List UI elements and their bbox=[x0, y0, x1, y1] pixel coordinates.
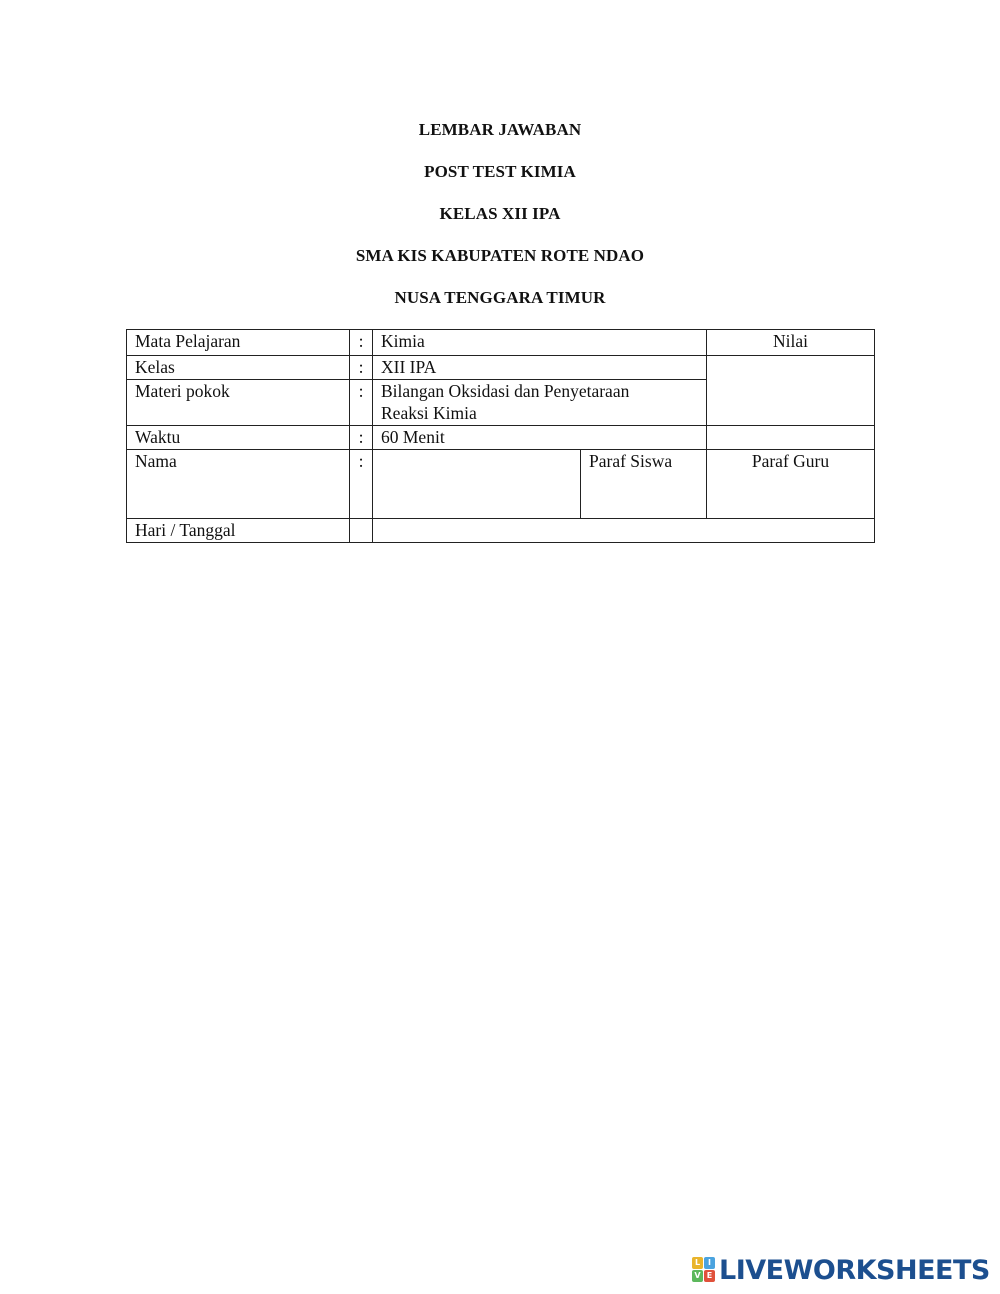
colon: : bbox=[350, 330, 373, 356]
title-region: NUSA TENGGARA TIMUR bbox=[394, 288, 606, 307]
logo-tile-l: L bbox=[692, 1257, 703, 1269]
colon: : bbox=[350, 426, 373, 450]
colon: : bbox=[350, 450, 373, 519]
paraf-guru-label: Paraf Guru bbox=[751, 451, 830, 471]
colon: : bbox=[350, 356, 373, 380]
title-post-test: POST TEST KIMIA bbox=[424, 162, 576, 181]
logo-tile-e: E bbox=[704, 1270, 715, 1282]
nama-input[interactable] bbox=[373, 450, 581, 519]
kelas-label: Kelas bbox=[127, 356, 350, 380]
table-row bbox=[127, 426, 875, 450]
logo-tile-v: V bbox=[692, 1270, 703, 1282]
paraf-siswa-label: Paraf Siswa bbox=[589, 451, 673, 471]
materi-label: Materi pokok bbox=[127, 380, 350, 426]
table-row bbox=[127, 356, 875, 380]
waktu-label: Waktu bbox=[127, 426, 350, 450]
hari-tanggal-label: Hari / Tanggal bbox=[127, 519, 350, 543]
mata-pelajaran-label: Mata Pelajaran bbox=[127, 330, 350, 356]
empty-cell bbox=[707, 426, 875, 450]
colon: : bbox=[350, 380, 373, 426]
paraf-guru-field[interactable] bbox=[707, 450, 875, 519]
materi-value-line1: Bilangan Oksidasi dan Penyetaraan bbox=[381, 381, 630, 401]
table-row bbox=[127, 519, 875, 543]
paraf-siswa-field[interactable] bbox=[581, 450, 707, 519]
kelas-value: XII IPA bbox=[373, 356, 707, 380]
table-row bbox=[127, 330, 875, 356]
logo-tile-i: I bbox=[704, 1257, 715, 1269]
materi-value-line2: Reaksi Kimia bbox=[381, 403, 477, 423]
liveworksheets-logo-icon bbox=[692, 1257, 716, 1283]
liveworksheets-logo-text: LIVEWORKSHEETS bbox=[719, 1254, 990, 1286]
table-row bbox=[127, 450, 875, 519]
nilai-label: Nilai bbox=[707, 330, 875, 356]
nama-label: Nama bbox=[127, 450, 350, 519]
waktu-value: 60 Menit bbox=[373, 426, 707, 450]
title-kelas: KELAS XII IPA bbox=[439, 204, 561, 223]
title-lembar-jawaban: LEMBAR JAWABAN bbox=[418, 120, 582, 139]
mata-pelajaran-value: Kimia bbox=[373, 330, 707, 356]
colon-empty bbox=[350, 519, 373, 543]
student-info-table bbox=[126, 329, 875, 543]
liveworksheets-logo[interactable] bbox=[692, 1254, 990, 1286]
hari-tanggal-input[interactable] bbox=[373, 519, 875, 543]
title-school: SMA KIS KABUPATEN ROTE NDAO bbox=[355, 246, 645, 265]
materi-value bbox=[373, 380, 707, 426]
nilai-score-field[interactable] bbox=[707, 356, 875, 426]
